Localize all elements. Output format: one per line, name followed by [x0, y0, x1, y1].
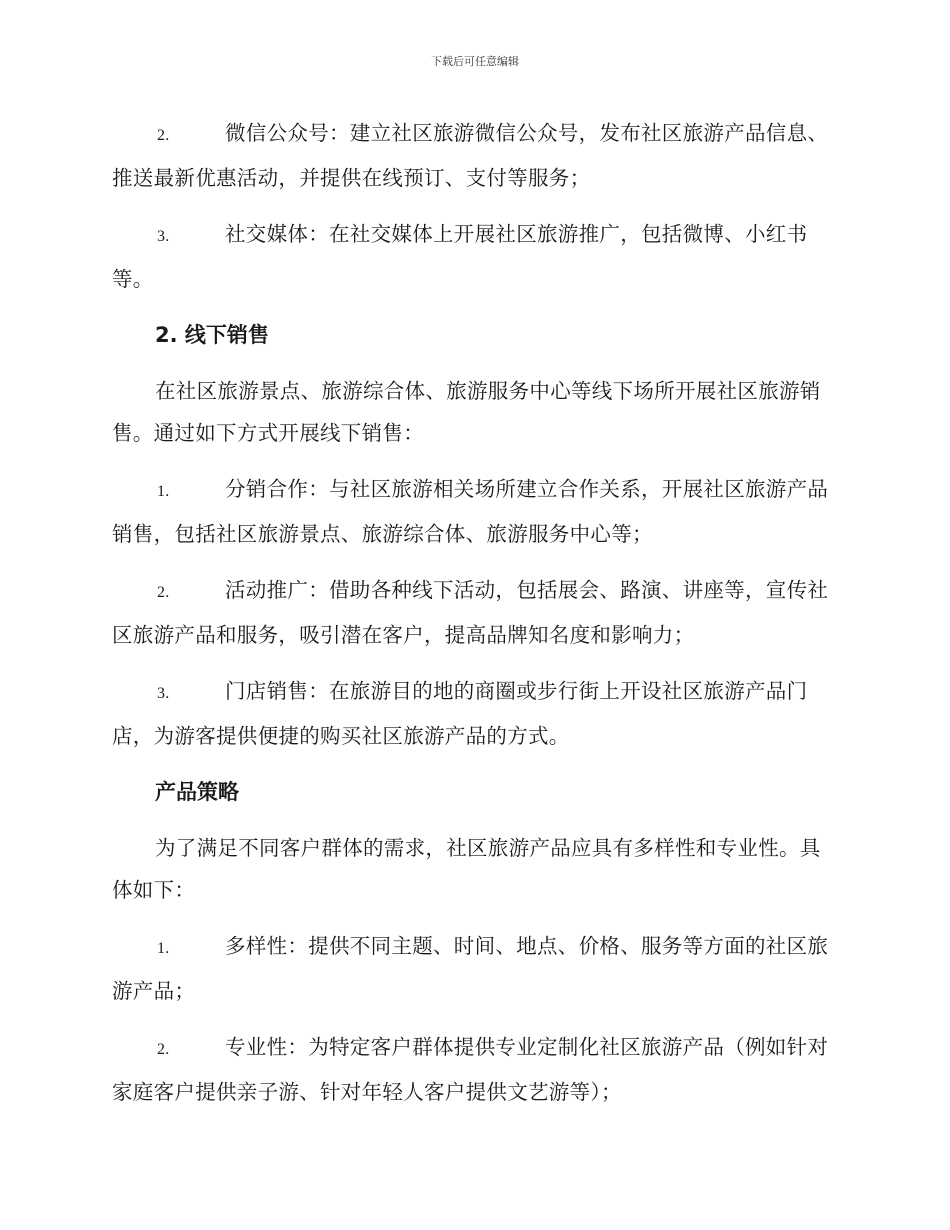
list-number: 2. — [157, 1041, 170, 1058]
list-item-wechat — [112, 112, 834, 199]
list-number: 3. — [157, 228, 170, 245]
document-body — [112, 112, 834, 1127]
section-heading-product-strategy: 产品策略 — [155, 780, 239, 804]
paragraph-product-strategy: 为了满足不同客户群体的需求，社区旅游产品应具有多样性和专业性。具体如下： — [112, 836, 821, 902]
list-item-text: 活动推广：借助各种线下活动，包括展会、路演、讲座等，宣传社区旅游产品和服务，吸引潜在客户，提高品牌知名度和影响力； — [112, 578, 829, 647]
list-number: 1. — [157, 940, 170, 957]
list-item-store-sales — [112, 670, 834, 757]
list-number: 1. — [157, 483, 170, 500]
list-item-text: 专业性：为特定客户群体提供专业定制化社区旅游产品（例如针对家庭客户提供亲子游、针对年轻人客户提供文艺游等）； — [112, 1035, 829, 1104]
list-item-professionalism — [112, 1026, 834, 1113]
list-item-text: 分销合作：与社区旅游相关场所建立合作关系，开展社区旅游产品销售，包括社区旅游景点、旅游综合体、旅游服务中心等； — [112, 477, 829, 546]
list-item-event-promotion — [112, 569, 834, 656]
list-item-text: 多样性：提供不同主题、时间、地点、价格、服务等方面的社区旅游产品； — [112, 934, 829, 1003]
list-number: 2. — [157, 584, 170, 601]
list-item-text: 微信公众号：建立社区旅游微信公众号，发布社区旅游产品信息、推送最新优惠活动，并提供在线预订、支付等服务； — [112, 121, 829, 190]
list-item-text: 门店销售：在旅游目的地的商圈或步行街上开设社区旅游产品门店，为游客提供便捷的购买社区旅游产品的方式。 — [112, 679, 808, 748]
header-note: 下载后可任意编辑 — [431, 55, 519, 68]
paragraph-offline-sales: 在社区旅游景点、旅游综合体、旅游服务中心等线下场所开展社区旅游销售。通过如下方式开展线下销售： — [112, 379, 821, 445]
list-number: 3. — [157, 685, 170, 702]
list-item-distribution — [112, 468, 834, 555]
list-item-diversity — [112, 925, 834, 1012]
list-number: 2. — [157, 127, 170, 144]
section-heading-offline-sales: 2. 线下销售 — [155, 323, 269, 347]
list-item-social-media — [112, 213, 834, 300]
list-item-text: 社交媒体：在社交媒体上开展社区旅游推广，包括微博、小红书等。 — [112, 222, 808, 291]
